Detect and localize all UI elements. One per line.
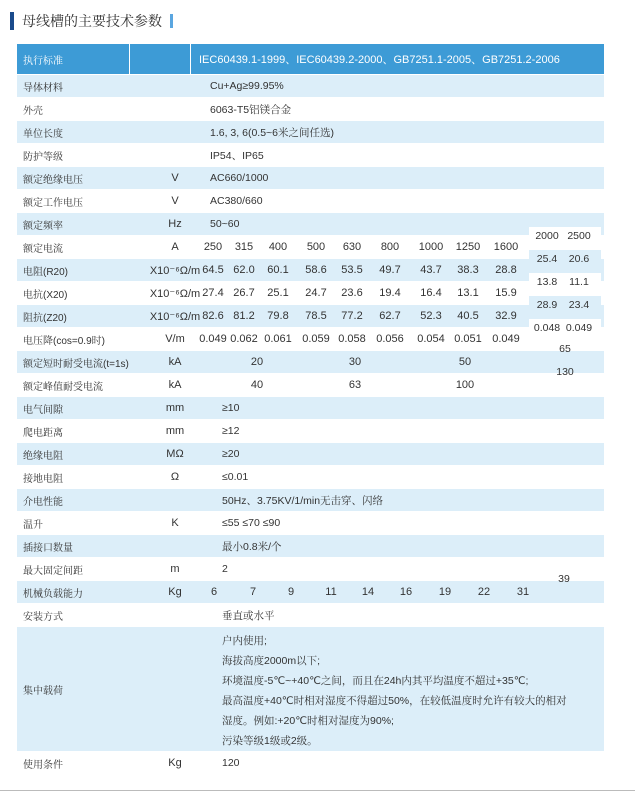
value-cell: 315 — [234, 241, 254, 253]
value-cell: 43.7 — [420, 264, 442, 276]
title-accent-mark — [170, 14, 173, 28]
row-unit: kA — [168, 379, 182, 391]
spec-row — [17, 98, 604, 120]
value-cell: 500 — [306, 241, 326, 253]
row-name: 介电性能 — [23, 496, 63, 508]
spec-row — [17, 305, 604, 327]
row-name: 电压降(cos=0.9时) — [23, 335, 105, 347]
condition-line: 湿度。例如:+20℃时相对湿度为90%; — [222, 715, 394, 727]
spec-row — [17, 121, 604, 143]
row-value: 1.6, 3, 6(0.5~6米之间任选) — [210, 126, 335, 139]
spec-row — [17, 167, 604, 189]
row-unit: Ω — [170, 471, 180, 483]
row-value: Cu+Ag≥99.95% — [210, 80, 284, 92]
value-cell: 40 — [250, 379, 264, 391]
row-unit: m — [170, 563, 180, 575]
value-cell: 100 — [455, 379, 475, 391]
row-name: 单位长度 — [23, 128, 63, 140]
value-cell: 400 — [268, 241, 288, 253]
value-cell: 6 — [210, 586, 218, 598]
spec-row — [17, 558, 604, 580]
value-cell: 630 — [342, 241, 362, 253]
row-value: AC380/660 — [210, 195, 263, 207]
spec-row — [17, 75, 604, 97]
value-cell: 14 — [361, 586, 375, 598]
row-name: 机械负载能力 — [23, 588, 83, 600]
row-name: 绝缘电阻 — [23, 450, 63, 462]
spec-row — [17, 443, 604, 465]
value-cell: 20 — [250, 356, 264, 368]
extra-value-cell: 2000 — [535, 230, 559, 242]
row-name: 额定工作电压 — [23, 197, 83, 209]
row-unit: V — [171, 195, 179, 207]
row-value: ≤0.01 — [222, 471, 249, 483]
value-cell: 27.4 — [202, 287, 224, 299]
row-unit: Kg — [168, 757, 182, 769]
condition-line: 户内使用; — [222, 635, 267, 647]
row-unit: K — [171, 517, 179, 529]
value-cell: 49.7 — [379, 264, 401, 276]
row-value: 120 — [222, 757, 240, 769]
row-unit: A — [171, 241, 179, 253]
value-cell: 9 — [287, 586, 295, 598]
extra-value-cell: 0.048 — [533, 322, 561, 334]
row-name: 阻抗(Z20) — [23, 312, 67, 324]
header-label: 执行标准 — [23, 55, 63, 67]
row-name: 插接口数量 — [23, 542, 73, 554]
row-name: 电气间隙 — [23, 404, 63, 416]
value-cell: 1250 — [455, 241, 481, 253]
short-circuit-row — [17, 351, 604, 373]
row-unit: MΩ — [166, 448, 184, 460]
mechanical-load-row — [17, 581, 604, 603]
row-value: 最小0.8米/个 — [222, 540, 282, 553]
row-name: 集中载荷 — [23, 685, 63, 697]
extra-value-cell: 13.8 — [536, 276, 558, 288]
condition-line: 最高温度+40℃时相对湿度不得超过50%，在较低温度时允许有较大的相对 — [222, 695, 567, 707]
value-cell: 52.3 — [420, 310, 442, 322]
value-cell: 50 — [458, 356, 472, 368]
value-cell: 0.049 — [492, 333, 520, 345]
row-name: 爬电距离 — [23, 427, 63, 439]
value-cell: 31 — [516, 586, 530, 598]
value-cell: 58.6 — [305, 264, 327, 276]
extra-value-cell: 2500 — [567, 230, 591, 242]
row-unit: X10⁻⁶Ω/m — [149, 287, 201, 300]
row-name: 额定频率 — [23, 220, 63, 232]
header-value: IEC60439.1-1999、IEC60439.2-2000、GB7251.1-2005、GB7251.2-2006 — [199, 54, 560, 66]
row-name: 电阻(R20) — [23, 266, 69, 278]
value-cell: 0.059 — [302, 333, 330, 345]
spec-row — [17, 190, 604, 212]
extra-value-cell: 25.4 — [536, 253, 558, 265]
value-cell: 15.9 — [495, 287, 517, 299]
value-cell: 16 — [399, 586, 413, 598]
row-value: ≥12 — [222, 425, 240, 437]
spec-row — [17, 144, 604, 166]
spec-row — [17, 397, 604, 419]
row-value: ≥20 — [222, 448, 240, 460]
value-cell: 63 — [348, 379, 362, 391]
value-cell: 77.2 — [341, 310, 363, 322]
value-cell: 1600 — [493, 241, 519, 253]
usage-row — [17, 752, 604, 774]
spec-row — [17, 236, 604, 258]
value-cell: 40.5 — [457, 310, 479, 322]
table-header-row — [17, 44, 604, 74]
value-cell: 0.051 — [454, 333, 482, 345]
row-unit: kA — [168, 356, 182, 368]
value-cell: 81.2 — [233, 310, 255, 322]
row-unit: V/m — [165, 333, 185, 345]
row-unit: mm — [165, 402, 185, 414]
row-value: ≥10 — [222, 402, 240, 414]
value-cell: 19 — [438, 586, 452, 598]
spec-row — [17, 489, 604, 511]
value-cell: 26.7 — [233, 287, 255, 299]
row-unit: mm — [165, 425, 185, 437]
value-cell: 28.8 — [495, 264, 517, 276]
spec-row — [17, 535, 604, 557]
row-name: 额定峰值耐受电流 — [23, 381, 103, 393]
extra-value-cell: 0.049 — [565, 322, 593, 334]
row-value: AC660/1000 — [210, 172, 269, 184]
value-cell: 79.8 — [267, 310, 289, 322]
row-name: 额定绝缘电压 — [23, 174, 83, 186]
value-cell: 0.058 — [338, 333, 366, 345]
value-cell: 22 — [477, 586, 491, 598]
extra-value-cell: 28.9 — [536, 299, 558, 311]
title-accent-bar — [10, 12, 14, 30]
value-cell: 32.9 — [495, 310, 517, 322]
row-value: 50Hz、3.75KV/1/min无击穿、闪络 — [222, 494, 384, 507]
value-cell: 25.1 — [267, 287, 289, 299]
value-cell: 64.5 — [202, 264, 224, 276]
extra-value-cell: 39 — [558, 573, 570, 585]
value-cell: 60.1 — [267, 264, 289, 276]
spec-row — [17, 259, 604, 281]
row-name: 电抗(X20) — [23, 289, 68, 301]
install-row — [17, 604, 604, 626]
value-cell: 23.6 — [341, 287, 363, 299]
value-cell: 250 — [203, 241, 223, 253]
value-cell: 16.4 — [420, 287, 442, 299]
extra-value-cell: 23.4 — [568, 299, 590, 311]
row-value: 50~60 — [210, 218, 240, 230]
row-value: IP54、IP65 — [210, 149, 264, 162]
row-name: 温升 — [23, 519, 43, 531]
spec-row — [17, 420, 604, 442]
value-cell: 24.7 — [305, 287, 327, 299]
value-cell: 53.5 — [341, 264, 363, 276]
row-name: 额定电流 — [23, 243, 63, 255]
row-name: 防护等级 — [23, 151, 63, 163]
value-cell: 1000 — [418, 241, 444, 253]
row-value: 垂直或水平 — [222, 609, 275, 622]
value-cell: 78.5 — [305, 310, 327, 322]
row-name: 外壳 — [23, 105, 43, 117]
row-value: ≤55 ≤70 ≤90 — [222, 517, 281, 529]
bottom-divider — [0, 790, 635, 791]
row-unit: V — [171, 172, 179, 184]
value-cell: 0.062 — [230, 333, 258, 345]
spec-row — [17, 512, 604, 534]
value-cell: 30 — [348, 356, 362, 368]
extra-value-cell: 20.6 — [568, 253, 590, 265]
row-name: 安装方式 — [23, 611, 63, 623]
spec-row — [17, 328, 604, 350]
value-cell: 0.054 — [417, 333, 445, 345]
value-cell: 0.061 — [264, 333, 292, 345]
spec-row — [17, 213, 604, 235]
row-name: 导体材料 — [23, 82, 63, 94]
peak-current-row — [17, 374, 604, 396]
extra-value-cell: 11.1 — [569, 276, 589, 288]
value-cell: 0.049 — [199, 333, 227, 345]
value-cell: 7 — [249, 586, 257, 598]
concentrated-load-row — [17, 627, 604, 751]
condition-line: 污染等级1级或2级。 — [222, 735, 318, 747]
row-value: 6063-T5铝镁合金 — [210, 103, 292, 116]
row-name: 接地电阻 — [23, 473, 63, 485]
row-name: 使用条件 — [23, 759, 63, 771]
spec-row — [17, 466, 604, 488]
row-name: 最大固定间距 — [23, 565, 83, 577]
value-cell: 19.4 — [379, 287, 401, 299]
row-unit: X10⁻⁶Ω/m — [149, 264, 201, 277]
extra-value-cell: 130 — [556, 366, 574, 378]
row-value: 2 — [222, 563, 228, 575]
row-unit: Hz — [168, 218, 182, 230]
spec-row — [17, 282, 604, 304]
condition-line: 环境温度-5℃~+40℃之间，而且在24h内其平均温度不超过+35℃; — [222, 675, 529, 687]
value-cell: 62.7 — [379, 310, 401, 322]
value-cell: 800 — [380, 241, 400, 253]
condition-line: 海拔高度2000m以下; — [222, 655, 321, 667]
page-title — [10, 10, 173, 32]
value-cell: 0.056 — [376, 333, 404, 345]
title-text: 母线槽的主要技术参数 — [22, 13, 162, 29]
value-cell: 62.0 — [233, 264, 255, 276]
value-cell: 82.6 — [202, 310, 224, 322]
row-unit: Kg — [168, 586, 182, 598]
value-cell: 11 — [325, 586, 337, 598]
extra-value-cell: 65 — [559, 343, 571, 355]
value-cell: 38.3 — [457, 264, 479, 276]
row-name: 额定短时耐受电流(t=1s) — [23, 358, 129, 370]
value-cell: 13.1 — [457, 287, 479, 299]
row-unit: X10⁻⁶Ω/m — [149, 310, 201, 323]
